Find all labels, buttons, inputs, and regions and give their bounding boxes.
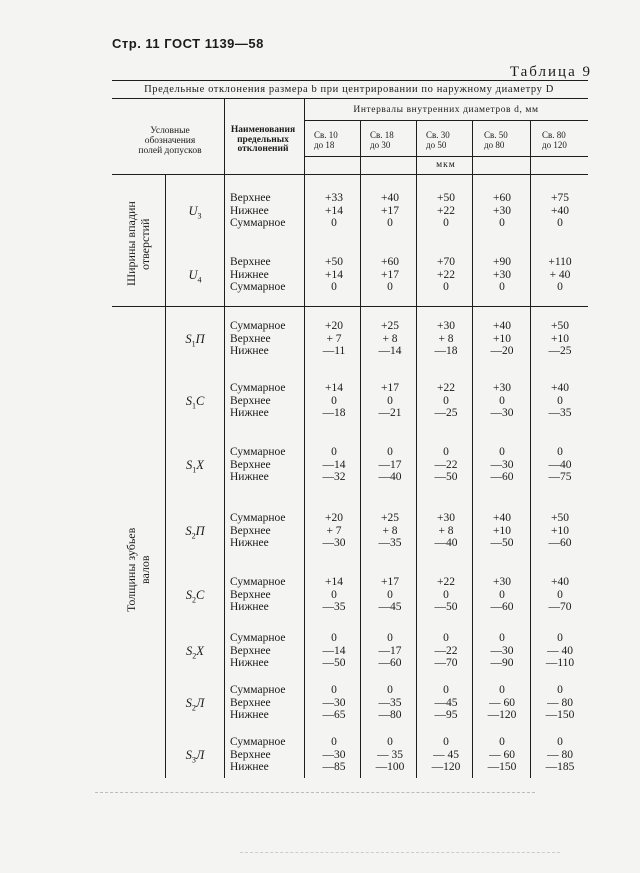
value: +110 (548, 256, 572, 268)
value: +30 (493, 576, 511, 588)
deviation-name: Суммарное (230, 684, 286, 696)
value: + 8 (438, 332, 454, 345)
value: 0 (557, 632, 563, 644)
value: —21 (378, 407, 402, 419)
value: +40 (551, 576, 569, 588)
value-cell (532, 576, 588, 614)
tolerance-symbol: $S_2C$ (185, 588, 205, 605)
deviation-names (230, 736, 302, 774)
value: 0 (443, 217, 449, 229)
value: —60 (548, 537, 572, 549)
value-cell (306, 192, 362, 230)
value: +22 (437, 576, 455, 588)
value-cell (532, 256, 588, 294)
value-cell (306, 684, 362, 722)
value-cell (418, 446, 474, 484)
value-cell (474, 192, 530, 230)
value-cell (532, 512, 588, 550)
value: 0 (387, 394, 393, 407)
value: — 45 (433, 748, 459, 761)
value: 0 (557, 684, 563, 696)
value: —17 (378, 644, 402, 657)
value: 0 (557, 217, 563, 229)
value: 0 (499, 736, 505, 748)
header-intervals: Интервалы внутренних диаметров d, мм (353, 105, 539, 115)
tolerance-symbol: $S_1C$ (185, 394, 205, 411)
value: 0 (387, 736, 393, 748)
deviation-name: Нижнее (230, 407, 269, 419)
value-cell (306, 736, 362, 774)
value: 0 (387, 632, 393, 644)
deviation-name: Верхнее (230, 524, 271, 537)
value: 0 (443, 632, 449, 644)
value: —60 (490, 471, 514, 483)
value: +40 (493, 512, 511, 524)
page-header: Стр. 11 ГОСТ 1139—58 (112, 36, 264, 51)
deviation-name: Верхнее (230, 394, 271, 407)
value: —45 (378, 601, 402, 613)
value: —30 (490, 407, 514, 419)
deviation-name: Верхнее (230, 644, 271, 657)
value: —18 (434, 345, 458, 357)
value: —30 (322, 696, 346, 709)
value: 0 (499, 281, 505, 293)
value: + 40 (549, 268, 571, 281)
deviation-name: Суммарное (230, 576, 286, 588)
value: +40 (551, 382, 569, 394)
value: +50 (325, 256, 343, 268)
value: 0 (443, 394, 449, 407)
value-cell (306, 576, 362, 614)
value: —35 (322, 601, 346, 613)
table-caption: Предельные отклонения размера b при центрировании по наружному диаметру D (144, 84, 554, 95)
value: —30 (490, 644, 514, 657)
deviation-name: Верхнее (230, 332, 271, 345)
value-cell (306, 382, 362, 420)
deviation-name: Суммарное (230, 281, 286, 293)
col-rule-7 (530, 120, 531, 778)
value: +30 (437, 512, 455, 524)
deviation-name: Суммарное (230, 632, 286, 644)
value: 0 (557, 446, 563, 458)
value: — 60 (489, 748, 515, 761)
value: —85 (322, 761, 346, 773)
value: +30 (493, 268, 511, 281)
value: +10 (493, 524, 511, 537)
value-cell (532, 320, 588, 358)
value: 0 (499, 684, 505, 696)
value-cell (474, 382, 530, 420)
value-cell (474, 320, 530, 358)
value: —14 (322, 644, 346, 657)
value: 0 (387, 588, 393, 601)
value-cell (306, 512, 362, 550)
value: +14 (325, 382, 343, 394)
value: +25 (381, 320, 399, 332)
value-cell (474, 512, 530, 550)
value: +30 (437, 320, 455, 332)
value: + 7 (326, 332, 342, 345)
value: —75 (548, 471, 572, 483)
value: —30 (490, 458, 514, 471)
deviation-name: Суммарное (230, 736, 286, 748)
tolerance-symbol: $U_3$ (188, 204, 202, 221)
value: 0 (443, 588, 449, 601)
value: 0 (331, 684, 337, 696)
tolerance-symbol: $S_2X$ (186, 644, 204, 661)
value-cell (474, 632, 530, 670)
value: — 60 (489, 696, 515, 709)
value: +40 (493, 320, 511, 332)
value-cell (418, 736, 474, 774)
deviation-name: Нижнее (230, 345, 269, 357)
column-header: Св. 10 до 18 (314, 130, 338, 150)
value-cell (532, 632, 588, 670)
value-cell (532, 684, 588, 722)
rule-caption (112, 98, 588, 99)
deviation-names (230, 632, 302, 670)
value: +17 (381, 204, 399, 217)
value: +90 (493, 256, 511, 268)
tolerance-symbol: $S_2П$ (185, 524, 205, 541)
tolerance-symbol: $S_1X$ (186, 458, 204, 475)
value: 0 (331, 588, 337, 601)
value-cell (362, 512, 418, 550)
deviation-name: Нижнее (230, 657, 269, 669)
value: — 80 (547, 696, 573, 709)
value: +17 (381, 268, 399, 281)
deviation-name: Верхнее (230, 458, 271, 471)
value: +10 (551, 524, 569, 537)
tolerance-symbol: $S_1П$ (185, 332, 205, 349)
deviation-name: Нижнее (230, 537, 269, 549)
value: 0 (499, 217, 505, 229)
deviation-name: Нижнее (230, 471, 269, 483)
header-unit: мкм (436, 160, 456, 170)
value: —50 (322, 657, 346, 669)
value: —185 (545, 761, 575, 773)
value-cell (474, 446, 530, 484)
group-label-hole-widths: Ширины впадин отверстий (124, 201, 152, 287)
value: —120 (431, 761, 461, 773)
deviation-name: Нижнее (230, 709, 269, 721)
value: +22 (437, 268, 455, 281)
deviation-name: Суммарное (230, 512, 286, 524)
value: 0 (557, 736, 563, 748)
value: —35 (378, 537, 402, 549)
value: +25 (381, 512, 399, 524)
value-cell (362, 684, 418, 722)
value-cell (362, 736, 418, 774)
deviation-name: Нижнее (230, 268, 269, 281)
value: 0 (331, 446, 337, 458)
value: —22 (434, 458, 458, 471)
value: —110 (545, 657, 575, 669)
column-header: Св. 30 до 50 (426, 130, 450, 150)
rule-group-split (112, 306, 588, 307)
value-cell (532, 736, 588, 774)
value-cell (362, 192, 418, 230)
value: —30 (322, 748, 346, 761)
value: —95 (434, 709, 458, 721)
value: —35 (378, 696, 402, 709)
deviation-name: Нижнее (230, 204, 269, 217)
tolerance-symbol: $U_4$ (188, 268, 202, 285)
value: 0 (443, 736, 449, 748)
value-cell (474, 684, 530, 722)
value-cell (362, 576, 418, 614)
rule-top (112, 80, 588, 81)
value: —25 (548, 345, 572, 357)
value: —70 (548, 601, 572, 613)
value: +14 (325, 204, 343, 217)
value: —11 (322, 345, 346, 357)
header-deviation-names: Наименования предельных отклонений (230, 125, 296, 154)
tolerance-symbol: $S_3Л$ (185, 748, 205, 765)
value: +75 (551, 192, 569, 204)
value: —22 (434, 644, 458, 657)
value: 0 (387, 684, 393, 696)
deviation-name: Верхнее (230, 192, 271, 204)
tolerance-symbol: $S_2Л$ (185, 696, 205, 713)
value: —150 (545, 709, 575, 721)
deviation-names (230, 576, 302, 614)
value: 0 (331, 217, 337, 229)
value: +60 (493, 192, 511, 204)
table-label: Таблица 9 (509, 64, 592, 80)
value: —120 (487, 709, 517, 721)
deviation-name: Верхнее (230, 256, 271, 268)
value: —14 (378, 345, 402, 357)
value: +20 (325, 512, 343, 524)
value: +50 (437, 192, 455, 204)
value: —80 (378, 709, 402, 721)
value-cell (362, 382, 418, 420)
deviation-name: Суммарное (230, 382, 286, 394)
scan-artifact-line (95, 792, 535, 793)
value: +22 (437, 382, 455, 394)
value: —20 (490, 345, 514, 357)
deviation-name: Суммарное (230, 446, 286, 458)
value: 0 (557, 394, 563, 407)
value: +14 (325, 268, 343, 281)
deviation-names (230, 320, 302, 358)
value: —50 (434, 471, 458, 483)
value-cell (532, 192, 588, 230)
value: +70 (437, 256, 455, 268)
value: 0 (331, 394, 337, 407)
value-cell (418, 576, 474, 614)
value: +30 (493, 204, 511, 217)
value: + 7 (326, 524, 342, 537)
value-cell (418, 684, 474, 722)
value-cell (532, 446, 588, 484)
deviation-name: Верхнее (230, 696, 271, 709)
value-cell (306, 256, 362, 294)
deviation-names (230, 382, 302, 420)
value: +20 (325, 320, 343, 332)
deviation-names (230, 446, 302, 484)
deviation-name: Верхнее (230, 588, 271, 601)
value: +40 (551, 204, 569, 217)
value: — 80 (547, 748, 573, 761)
rule-columns (304, 156, 588, 157)
value: — 35 (377, 748, 403, 761)
value: —100 (375, 761, 405, 773)
value: 0 (499, 588, 505, 601)
scan-artifact-line (240, 852, 560, 853)
value-cell (474, 736, 530, 774)
value-cell (418, 512, 474, 550)
deviation-names (230, 256, 302, 294)
value: —150 (487, 761, 517, 773)
value: — 40 (547, 644, 573, 657)
col-rule-3 (304, 98, 305, 778)
value: 0 (443, 281, 449, 293)
value: +10 (551, 332, 569, 345)
value: —70 (434, 657, 458, 669)
value: + 8 (438, 524, 454, 537)
value: +60 (381, 256, 399, 268)
value: —90 (490, 657, 514, 669)
value: —50 (490, 537, 514, 549)
value: 0 (443, 446, 449, 458)
deviation-name: Нижнее (230, 761, 269, 773)
value-cell (362, 632, 418, 670)
column-header: Св. 80 до 120 (542, 130, 567, 150)
value: +17 (381, 576, 399, 588)
value: —40 (434, 537, 458, 549)
value: +50 (551, 320, 569, 332)
deviation-names (230, 684, 302, 722)
value: +40 (381, 192, 399, 204)
value: +30 (493, 382, 511, 394)
deviation-name: Нижнее (230, 601, 269, 613)
value: —17 (378, 458, 402, 471)
value-cell (362, 446, 418, 484)
value-cell (306, 320, 362, 358)
deviation-name: Верхнее (230, 748, 271, 761)
value: 0 (331, 281, 337, 293)
value: —32 (322, 471, 346, 483)
value: 0 (499, 632, 505, 644)
value-cell (418, 382, 474, 420)
value-cell (418, 632, 474, 670)
value: 0 (387, 446, 393, 458)
value: —45 (434, 696, 458, 709)
value: —30 (322, 537, 346, 549)
value-cell (418, 192, 474, 230)
value: +50 (551, 512, 569, 524)
value-cell (362, 256, 418, 294)
value-cell (474, 256, 530, 294)
value: —50 (434, 601, 458, 613)
value-cell (362, 320, 418, 358)
value: —65 (322, 709, 346, 721)
value-cell (418, 320, 474, 358)
value: 0 (557, 281, 563, 293)
header-conditions: Условные обозначения полей допусков (138, 126, 202, 156)
col-rule-2 (224, 98, 225, 778)
value: +17 (381, 382, 399, 394)
value: 0 (443, 684, 449, 696)
value: +14 (325, 576, 343, 588)
column-header: Св. 50 до 80 (484, 130, 508, 150)
col-rule-1 (165, 174, 166, 778)
value: 0 (387, 281, 393, 293)
value: —35 (548, 407, 572, 419)
deviation-names (230, 512, 302, 550)
value: 0 (499, 446, 505, 458)
value: —60 (490, 601, 514, 613)
deviation-name: Суммарное (230, 217, 286, 229)
value: +10 (493, 332, 511, 345)
rule-intervals (304, 120, 588, 121)
value: +22 (437, 204, 455, 217)
value: 0 (331, 632, 337, 644)
value: —40 (548, 458, 572, 471)
value: + 8 (382, 332, 398, 345)
group-label-shaft-thickness: Толщины зубьев валов (124, 527, 152, 613)
value-cell (306, 446, 362, 484)
value: +33 (325, 192, 343, 204)
value: 0 (557, 588, 563, 601)
value: 0 (331, 736, 337, 748)
value-cell (532, 382, 588, 420)
deviation-names (230, 192, 302, 230)
deviation-name: Суммарное (230, 320, 286, 332)
value: —14 (322, 458, 346, 471)
value: —18 (322, 407, 346, 419)
value: 0 (499, 394, 505, 407)
rule-header-bottom (112, 174, 588, 175)
value-cell (306, 632, 362, 670)
value: —60 (378, 657, 402, 669)
value: —25 (434, 407, 458, 419)
value: 0 (387, 217, 393, 229)
value: + 8 (382, 524, 398, 537)
value: —40 (378, 471, 402, 483)
value-cell (418, 256, 474, 294)
column-header: Св. 18 до 30 (370, 130, 394, 150)
value-cell (474, 576, 530, 614)
